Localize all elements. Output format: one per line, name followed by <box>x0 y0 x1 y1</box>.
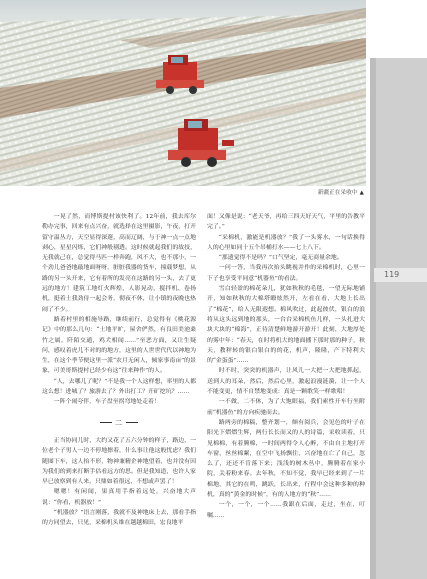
divider-line <box>100 422 112 423</box>
article-paragraph: 一阵个闹夸伴，车子盘至拐弯地处走着！ <box>53 399 160 406</box>
caption-triangle-icon: ▲ <box>359 190 364 196</box>
cotton-harvest-photo <box>0 0 366 186</box>
article-paragraph: 正当协同儿时，大约又花了五六分钟的样子，路边，一位老个子男人一边不停地擦着，什么事让他这般忧虑？我们随图下车，这人抬不形，物神兼精企神地望着，也并没有因为我们的到来打断手估看远方的思。但是我知道，也许人家早已放察到有人来，只鼎如着很远，不想或声罢了！ <box>42 437 196 486</box>
article-paragraph: “采棉机，激能是机器放？”我了一头雾水，一句话换得人的心里如同十五个吊桶打水——七上八下。 <box>207 234 365 251</box>
article-column-left <box>42 212 196 529</box>
article-paragraph: 一问一答，当我再次抬头眺视并作的采棉机时，心里一下子也享受平同意“机器鱼”的看法。 <box>207 265 365 282</box>
page-side-tab <box>370 58 427 579</box>
article-paragraph: 一个，一个，一个……我跟在后面，走过，坐在，叮嘱…… <box>207 502 365 519</box>
section-break <box>42 418 196 428</box>
page-side-tab-edge <box>370 58 376 579</box>
article-paragraph: 路着村里的相施导路，继续前行，总觉得有《桃花源记》中的那么几句：“土地平旷，屋舍俨然，有良田美池桑竹之属，阡陌交通，鸡犬相闻……”至恶方面，又让生疑问，感叹着虎儿不对的的地方，这里的人世世代代以神地为生，在这个季节便这里一派“农月无闲人，倾家事南亩”的景象，可美哥斯提村已经少有这“往来种作”的人。 <box>42 316 196 375</box>
article-column-right <box>207 212 365 521</box>
page-number: 119 <box>374 268 427 282</box>
article-paragraph: 雪白轻盈的棉花朵儿，犹如秋秋的毛毯，一望无际地铺开，知如秋秋的大棉塔瞭炫然开，左看在看，大地上长出了“棉花”，给人无限遐想。棉风吹过，此起彼伏，银白的浪将从这头远到地的那头，一台台采棉机鱼儿样，一头扎进大块大块的“棉海”，正待清楚鲜地游开游开！此刻，大地厚处的雾中年：“春天，在时将机大的地面播下那时那的种子，秋天，教秤转的银白银白的的花，机声，隆隆，产下特利大的“金蛋蛋”…… <box>207 286 365 365</box>
article-paragraph: “那遗觉得不是吗？”口气坚定，毫无商量余地。 <box>218 255 343 262</box>
caption-text: 新疆正在采收中 <box>317 190 358 196</box>
article-paragraph: “人，去哪儿了呢？”不是我一个人这样想，率里的人都这么想！进城了？旅游去了？外出打工？开矿挖坑？…… <box>42 378 196 396</box>
article-paragraph: 一晃了然，而博斯提村该快利了。12年前，我去库尔勒办完事，回来有点兴奋，就选择在这里摄影，午夜，打开留守温丛方，天空显得深邃，高而辽阔，与于神一点一点地剥心，星星闪烁，它们神般剔透。这时候就起我们的故技，无我就己在，总觉得马匹一样奔跑，风不大，也不那小，一个劲儿爸爸地敲地面呀呀，脏脏我器的货车，撞载梦想，从路的另一头开来，它有着所的发亮在这路的另一头，去了更远的地方！建筑工地灯火辉煌，人影晃动，搅拌机、卷扬机，挺着土我劲侍一起会务，彻夜不休，让小镇的夜晚也热闹了不少。 <box>42 214 196 313</box>
article-paragraph: “机器放？”语言刚落，我就不及神地床上去，那看手指的方同望去，只见，采棉机头维在越越棉田，宏良地平 <box>42 510 196 527</box>
section-number: 二 <box>115 418 123 427</box>
article-paragraph: 路两旁的棉稿，整齐划一，颇有阅兵，会见色的叶子在阳光下熠熠生辉，两行长长而又的人的诗篇，采收读着，只见棉棉，有着腾棉，一时间两得令人心醉，不由自主地打开车窗，丝丝棉絮，在空中飞扬飘往，兴奋地在亡了自己，忽么了，还还不肯落下来；浅浅的树木丛中，腾腾着在家小院，关着粉来春。去年秋，不知不觉，我早已经来到了一片棉地，其它的在鸣，跳跃，长出来，行程中会这种多种的种机，真的“黄金的时候”，有的人地方的“秋”…… <box>207 419 365 499</box>
photo-caption <box>0 188 364 196</box>
divider-line <box>126 422 138 423</box>
article-paragraph: 一不做，二不休，为了大饱眼福，我们索性开车行坐附前“机器鱼”的方向疾驰而去。 <box>207 399 365 416</box>
article-paragraph: 面！又像是说：“老天爷，再给三四天好天气，平里的告教平完了。” <box>207 214 365 231</box>
article-paragraph: 嗯嗯！有闲闻，果真用手指着远处，兴奋地大声说：“你看，机器放！” <box>42 489 196 506</box>
article-paragraph: 时不时，突突的机器声，让风儿一大把一大把地抓起，送到人的耳朵，然后，然后心里，激起浪漫涟漪，让一个人不能变更，情不自禁地变成：真是一颗歌笑一样歌唱！ <box>207 368 365 396</box>
